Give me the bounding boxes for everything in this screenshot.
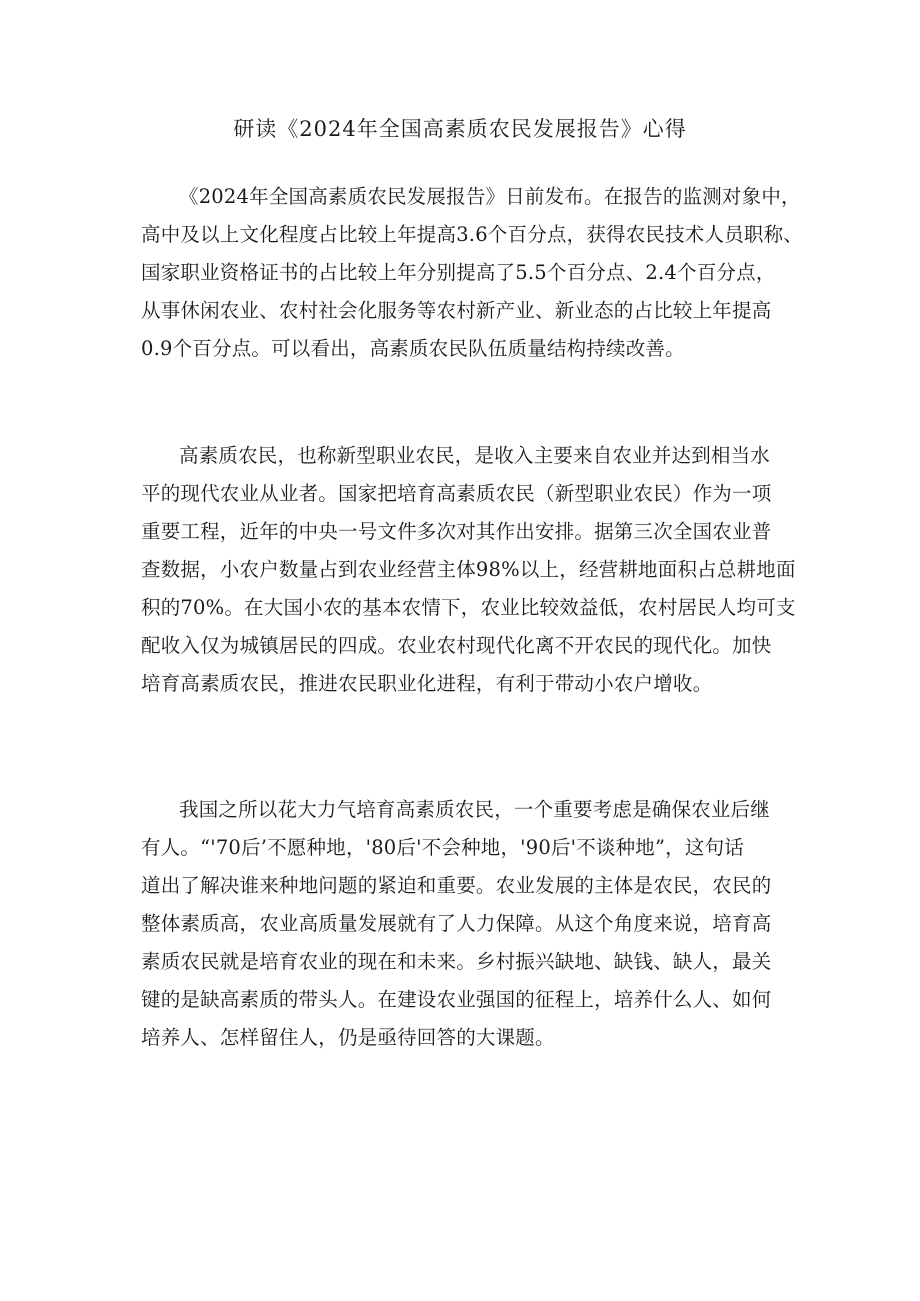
paragraph-2 bbox=[141, 437, 796, 703]
paragraph-line: 积的70%。在大国小农的基本农情下，农业比较效益低，农村居民人均可支 bbox=[141, 596, 796, 619]
document-title: 研读《2024年全国高素质农民发展报告》心得 bbox=[233, 117, 687, 141]
paragraph-line: 从事休闲农业、农村社会化服务等农村新产业、新业态的占比较上年提高 bbox=[141, 299, 772, 322]
paragraph-line: 培养人、怎样留住人，仍是亟待回答的大课题。 bbox=[141, 1026, 555, 1049]
paragraph-line: 配收入仅为城镇居民的四成。农业农村现代化离不开农民的现代化。加快 bbox=[141, 634, 772, 657]
paragraph-line: 高素质农民，也称新型职业农民，是收入主要来自农业并达到相当水 bbox=[179, 444, 771, 467]
paragraph-1 bbox=[141, 178, 804, 368]
paragraph-line: 有人。“'70后’不愿种地，'80后'不会种地，'90后'不谈种地”，这句话 bbox=[141, 836, 744, 859]
paragraph-line: 重要工程，近年的中央一号文件多次对其作出安排。据第三次全国农业普 bbox=[141, 520, 772, 543]
paragraph-line: 查数据，小农户数量占到农业经营主体98%以上，经营耕地面积占总耕地面 bbox=[141, 558, 796, 581]
paragraph-line: 整体素质高，农业高质量发展就有了人力保障。从这个角度来说，培育高 bbox=[141, 912, 772, 935]
paragraph-line: 道出了解决谁来种地问题的紧迫和重要。农业发展的主体是农民，农民的 bbox=[141, 874, 772, 897]
paragraph-line: 平的现代农业从业者。国家把培育高素质农民（新型职业农民）作为一项 bbox=[141, 482, 772, 505]
paragraph-line: 素质农民就是培育农业的现在和未来。乡村振兴缺地、缺钱、缺人，最关 bbox=[141, 950, 772, 973]
paragraph-line: 国家职业资格证书的占比较上年分别提高了5.5个百分点、2.4个百分点， bbox=[141, 261, 776, 284]
paragraph-line: 我国之所以花大力气培育高素质农民，一个重要考虑是确保农业后继 bbox=[179, 798, 771, 821]
paragraph-line: 高中及以上文化程度占比较上年提高3.6个百分点，获得农民技术人员职称、 bbox=[141, 223, 804, 246]
paragraph-3 bbox=[141, 791, 791, 1057]
paragraph-line: 《2024年全国高素质农民发展报告》日前发布。在报告的监测对象中， bbox=[179, 185, 801, 208]
paragraph-line: 培育高素质农民，推进农民职业化进程，有利于带动小农户增收。 bbox=[141, 672, 713, 695]
paragraph-line: 0.9个百分点。可以看出，高素质农民队伍质量结构持续改善。 bbox=[141, 337, 685, 360]
paragraph-line: 键的是缺高素质的带头人。在建设农业强国的征程上，培养什么人、如何 bbox=[141, 988, 772, 1011]
